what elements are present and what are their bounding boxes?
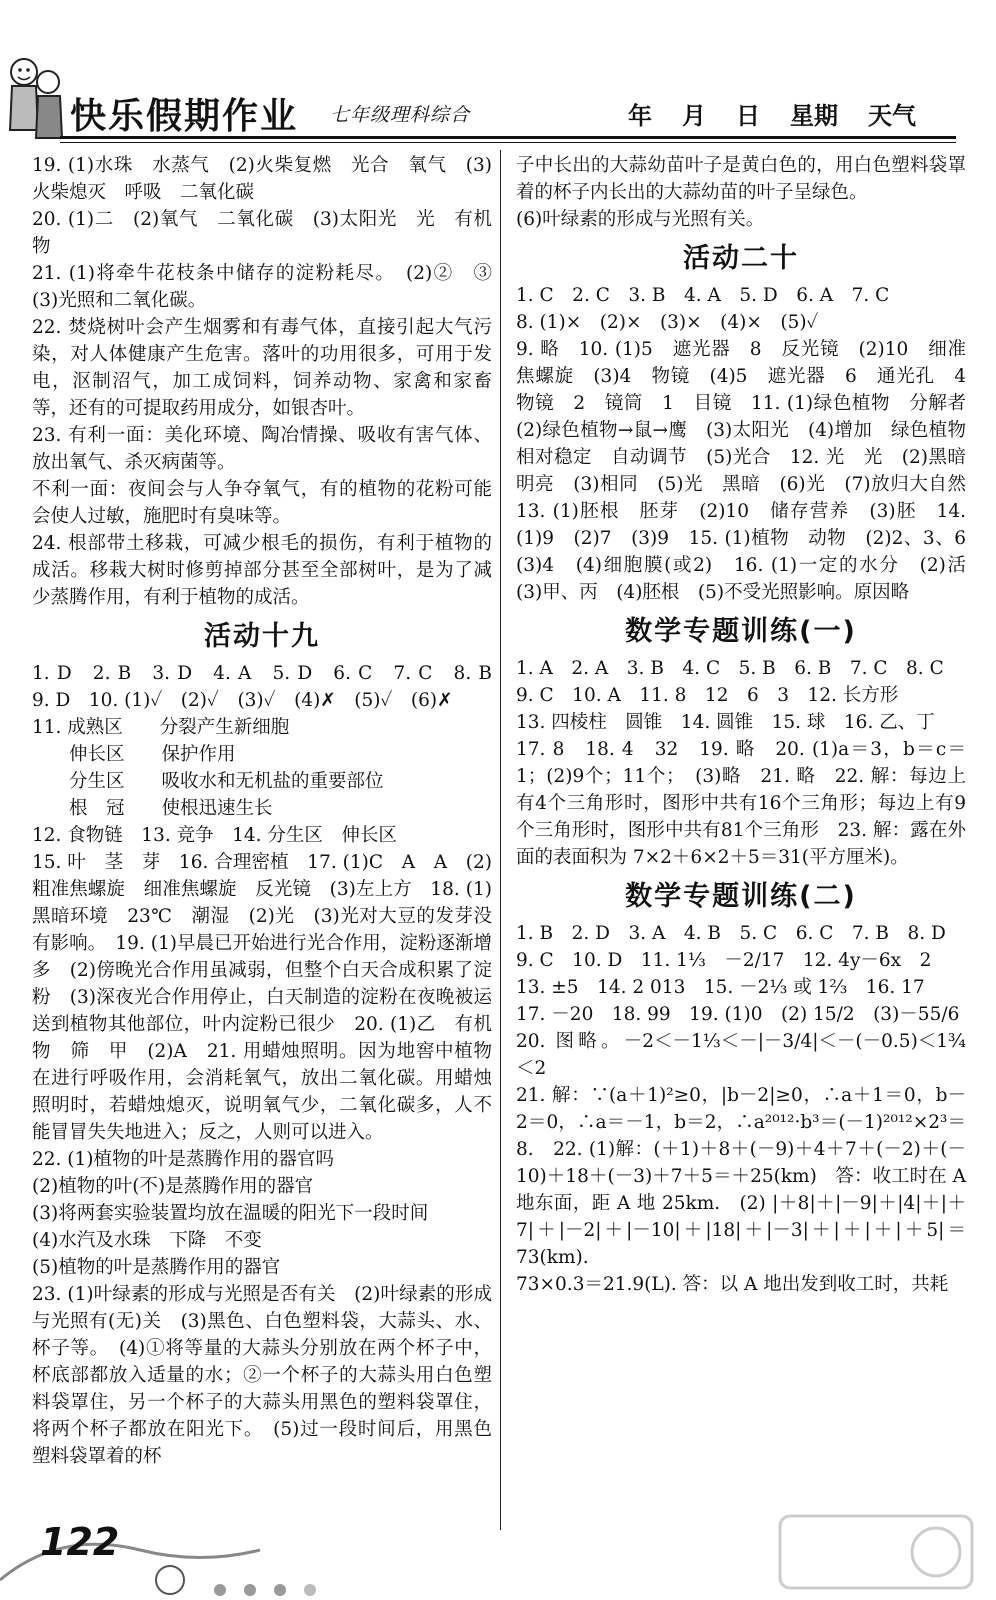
answer-item: (3)将两套实验装置均放在温暖的阳光下一段时间: [32, 1203, 429, 1224]
section-title-math-1: 数学专题训练(一): [625, 616, 857, 647]
answer-item: 9. 略 10. (1)5 遮光器 8 反光镜 (2)10 细准焦螺旋 (3)4 物镜 (4)5 遮光器 6 通光孔 4 物镜 2 镜筒 1 目镜 11. (1)绿色植物 分解者 (2)绿色植物→鼠→鹰 (3)太阳光 (4)增加 绿色植物 相对稳定 自动调节 (5)光合 12. 光 光 (2)黑暗 明亮 (3)相同 (5)光 黑暗 (6)光 (7)放归大自然 13. (1)胚根 胚芽 (2)10 储存营养 (3)胚 14. (1)9 (2)7 (3)9 15. (1)植物 动物 (2)2、3、6 (3)4 (4)细胞膜(或2) 16. (1)一定的水分 (2)活 (3)甲、丙 (4)胚根 (5)不受光照影响。原因略: [516, 339, 985, 603]
answer-item: 12. 食物链 13. 竞争 14. 分生区 伸长区: [32, 825, 397, 846]
answer-item: 17. －20 18. 99 19. (1)0 (2) 15/2 (3)－55/6: [516, 1004, 960, 1025]
page-number: 122: [40, 1520, 120, 1564]
answer-item: 不利一面：夜间会与人争夺氧气，有的植物的花粉可能会使人过敏，施肥时有臭味等。: [32, 479, 492, 527]
answer-item: 21. (1)将牵牛花枝条中储存的淀粉耗尽。 (2)② ③ (3)光照和二氧化碳。: [32, 263, 511, 311]
answer-item: 13. ±5 14. 2 013 15. －2⅓ 或 1⅔ 16. 17: [516, 977, 925, 998]
answer-item: 23. 有利一面：美化环境、陶冶情操、吸收有害气体、放出氧气、杀灭病菌等。: [32, 425, 492, 473]
page-header: [0, 0, 996, 150]
header-rule-thin: [60, 142, 956, 143]
answer-item: 22. 焚烧树叶会产生烟雾和有毒气体，直接引起大气污染，对人体健康产生危害。落叶的功用很多，可用于发电，沤制沼气，加工成饲料，饲养动物、家禽和家畜等，还有的可提取药用成分，如银杏叶。: [32, 317, 492, 419]
answer-item: 22. (1)植物的叶是蒸腾作用的器官吗: [32, 1149, 335, 1170]
answer-item: 21. 解：∵(a＋1)²≥0，|b－2|≥0，∴a＋1＝0，b－2＝0，∴a＝－1，b＝2，∴a²⁰¹²·b³＝(－1)²⁰¹²×2³＝8. 22. (1)解：(＋1)＋8＋(－9)＋4＋7＋(－2)＋(－10)＋18＋(－3)＋7＋5＝＋25(km) 答：收工时在 A 地东面，距 A 地 25km. (2) |＋8|＋|－9|＋|4|＋|＋7|＋|－2|＋|－10|＋|18|＋|－3|＋|＋|＋|＋5|＝73(km).: [516, 1085, 966, 1268]
answer-item: 73×0.3＝21.9(L). 答：以 A 地出发到收工时，共耗: [516, 1274, 949, 1295]
left-column: [32, 152, 511, 1470]
answer-item: (4)水汽及水珠 下降 不变: [32, 1230, 262, 1251]
date-fields: [628, 96, 916, 131]
answer-item: (6)叶绿素的形成与光照有关。: [516, 209, 765, 230]
date-day-label: 日: [736, 102, 760, 130]
matching-answer: 11. 成熟区 分裂产生新细胞 伸长区 保护作用 分生区 吸收水和无机盐的重要部位 根 冠 使根迅速生长: [32, 717, 384, 819]
date-weather-label: 天气: [868, 102, 916, 130]
date-weekday-label: 星期: [790, 102, 838, 130]
brand-title: 快乐假期作业: [70, 96, 299, 137]
answer-item: 9. C 10. A 11. 8 12 6 3 12. 长方形: [516, 685, 899, 706]
answer-item: (2)植物的叶(不)是蒸腾作用的器官: [32, 1176, 314, 1197]
section-title-activity-19: 活动十九: [204, 621, 320, 652]
date-month-label: 月: [682, 102, 706, 130]
answer-item: (5)植物的叶是蒸腾作用的器官: [32, 1257, 281, 1278]
watermark-logo-icon: [776, 1512, 976, 1592]
section-title-math-2: 数学专题训练(二): [625, 881, 857, 912]
answer-item: 1. A 2. A 3. B 4. C 5. B 6. B 7. C 8. C: [516, 658, 944, 679]
answer-item: 13. 四棱柱 圆锥 14. 圆锥 15. 球 16. 乙、丁: [516, 712, 935, 733]
answer-item: 8. (1)× (2)× (3)× (4)× (5)✓: [516, 312, 819, 333]
column-divider: [500, 150, 501, 1530]
answer-item: 24. 根部带土移栽，可减少根毛的损伤，有利于植物的成活。移栽大树时修剪掉部分甚至全部树叶，是为了减少蒸腾作用，有利于植物的成活。: [32, 533, 492, 608]
page-footer: [0, 1510, 996, 1600]
mascot-kids-icon: [4, 50, 66, 145]
date-year-label: 年: [628, 102, 652, 130]
answer-item: 1. C 2. C 3. B 4. A 5. D 6. A 7. C: [516, 285, 890, 306]
answer-item: 20. (1)二 (2)氧气 二氧化碳 (3)太阳光 光 有机物: [32, 209, 492, 257]
header-rule: [60, 136, 956, 139]
brand-subtitle: 七年级理科综合: [330, 104, 471, 126]
section-title-activity-20: 活动二十: [683, 243, 799, 274]
answer-item: 1. B 2. D 3. A 4. B 5. C 6. C 7. B 8. D: [516, 923, 946, 944]
answer-item: 子中长出的大蒜幼苗叶子是黄白色的，用白色塑料袋罩着的杯子内长出的大蒜幼苗的叶子呈绿色。: [516, 155, 966, 203]
answer-item: 9. C 10. D 11. 1⅓ －2/17 12. 4y－6x 2: [516, 950, 932, 971]
right-column: [516, 152, 985, 1298]
answer-item: 17. 8 18. 4 32 19. 略 20. (1)a＝3，b＝c＝1；(2)9个；11个； (3)略 21. 略 22. 解：每边上有4个三角形时，图形中共有16个三角形；每边上有9个三角形时，图形中共有81个三角形 23. 解：露在外面的表面积为 7×2＋6×2＋5＝31(平方厘米)。: [516, 739, 966, 868]
answer-item: 19. (1)水珠 水蒸气 (2)火柴复燃 光合 氧气 (3)火柴熄灭 呼吸 二氧化碳: [32, 155, 492, 203]
answer-item: 1. D 2. B 3. D 4. A 5. D 6. C 7. C 8. B 9. D 10. (1)✓ (2)✓ (3)✓ (4)✗ (5)✓ (6)✗: [32, 663, 511, 711]
answer-item: 15. 叶 茎 芽 16. 合理密植 17. (1)C A A (2)粗准焦螺旋 细准焦螺旋 反光镜 (3)左上方 18. (1)黑暗环境 23℃ 潮湿 (2)光 (3)光对大豆的发芽没有影响。 19. (1)早晨已开始进行光合作用，淀粉逐渐增多 (2)傍晚光合作用虽减弱，但整个白天合成积累了淀粉 (3)深夜光合作用停止，白天制造的淀粉在夜晚被运送到植物其他部位，叶内淀粉已很少 20. (1)乙 有机物 筛 甲 (2)A 21. 用蜡烛照明。因为地窖中植物在进行呼吸作用，会消耗氧气，放出二氧化碳。用蜡烛照明时，若蜡烛熄灭，说明氧气少，二氧化碳多，人不能冒冒失失地进入；反之，人则可以进入。: [32, 852, 492, 1143]
answer-item: 20. 图略。－2＜－1⅓＜－|－3/4|＜－(－0.5)＜1¾＜2: [516, 1031, 966, 1079]
answer-item: 23. (1)叶绿素的形成与光照是否有关 (2)叶绿素的形成与光照有(无)关 (3)黑色、白色塑料袋，大蒜头、水、杯子等。 (4)①将等量的大蒜头分别放在两个杯子中，杯底部都放入适量的水；②一个杯子的大蒜头用白色塑料袋罩住，另一个杯子的大蒜头用黑色的塑料袋罩住，将两个杯子都放在阳光下。 (5)过一段时间后，用黑色塑料袋罩着的杯: [32, 1284, 492, 1467]
